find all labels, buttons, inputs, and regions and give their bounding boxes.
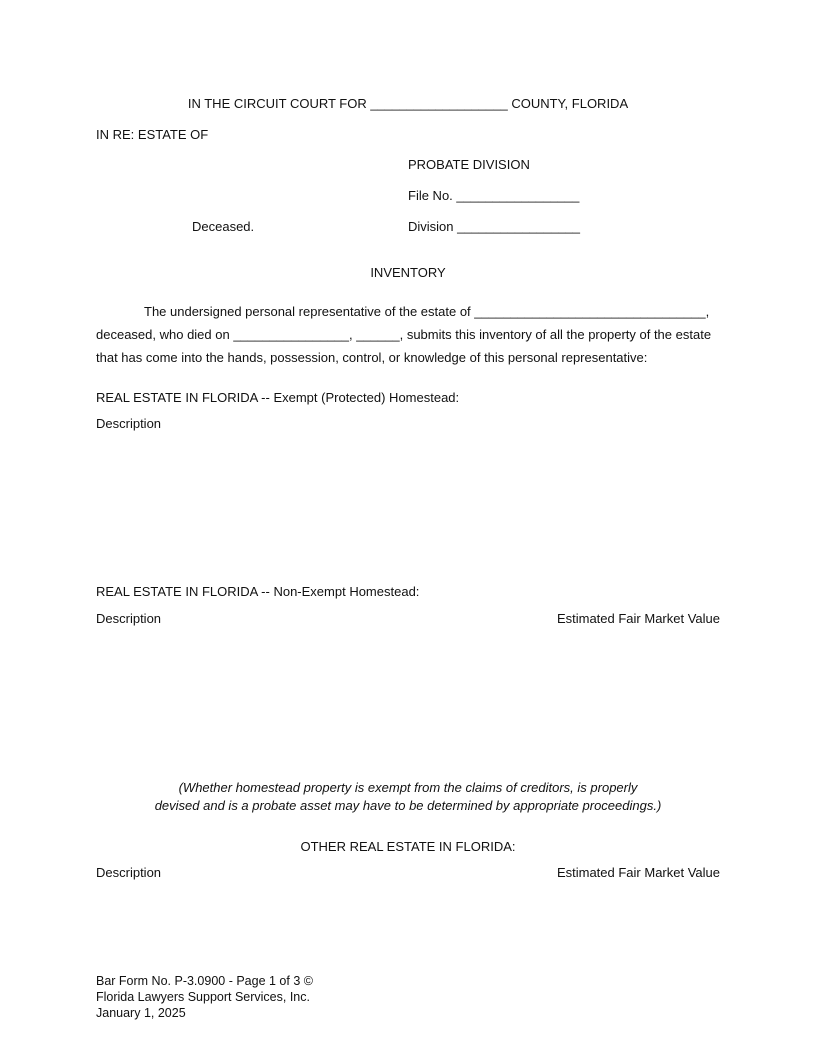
footer-date: January 1, 2025 xyxy=(96,1006,186,1020)
other-real-estate-description-header: Description xyxy=(96,865,162,880)
other-real-estate-heading: OTHER REAL ESTATE IN FLORIDA: xyxy=(300,839,516,854)
court-line: IN THE CIRCUIT COURT FOR ___________________ COUNTY, FLORIDA xyxy=(187,96,629,111)
non-exempt-homestead-description-header: Description xyxy=(96,611,162,626)
intro-line-3: that has come into the hands, possession, control, or knowledge of this personal representative: xyxy=(96,350,648,365)
other-real-estate-value-header: Estimated Fair Market Value xyxy=(556,865,720,880)
in-re-estate-label: IN RE: ESTATE OF xyxy=(96,127,209,142)
probate-division-label: PROBATE DIVISION xyxy=(408,157,530,172)
homestead-note-line-1: (Whether homestead property is exempt from the claims of creditors, is properly xyxy=(178,780,638,795)
non-exempt-homestead-value-header: Estimated Fair Market Value xyxy=(556,611,720,626)
intro-paragraph xyxy=(96,300,720,369)
homestead-note-line-2: devised and is a probate asset may have to be determined by appropriate proceedings.) xyxy=(154,798,662,813)
intro-line-1: The undersigned personal representative of the estate of ________________________________, xyxy=(144,304,710,319)
homestead-note xyxy=(0,779,816,815)
footer-form-number: Bar Form No. P-3.0900 - Page 1 of 3 © xyxy=(96,974,313,988)
exempt-homestead-heading: REAL ESTATE IN FLORIDA -- Exempt (Protected) Homestead: xyxy=(96,390,460,405)
division-field: Division _________________ xyxy=(408,219,581,234)
document-title: INVENTORY xyxy=(370,265,446,280)
deceased-label: Deceased. xyxy=(192,219,255,234)
form-footer xyxy=(96,973,313,1021)
intro-line-2: deceased, who died on ________________, ______, submits this inventory of all the property of the estate xyxy=(96,327,712,342)
exempt-homestead-description-header: Description xyxy=(96,416,162,431)
footer-publisher: Florida Lawyers Support Services, Inc. xyxy=(96,990,310,1004)
non-exempt-homestead-heading: REAL ESTATE IN FLORIDA -- Non-Exempt Homestead: xyxy=(96,584,420,599)
file-number-field: File No. _________________ xyxy=(408,188,580,203)
